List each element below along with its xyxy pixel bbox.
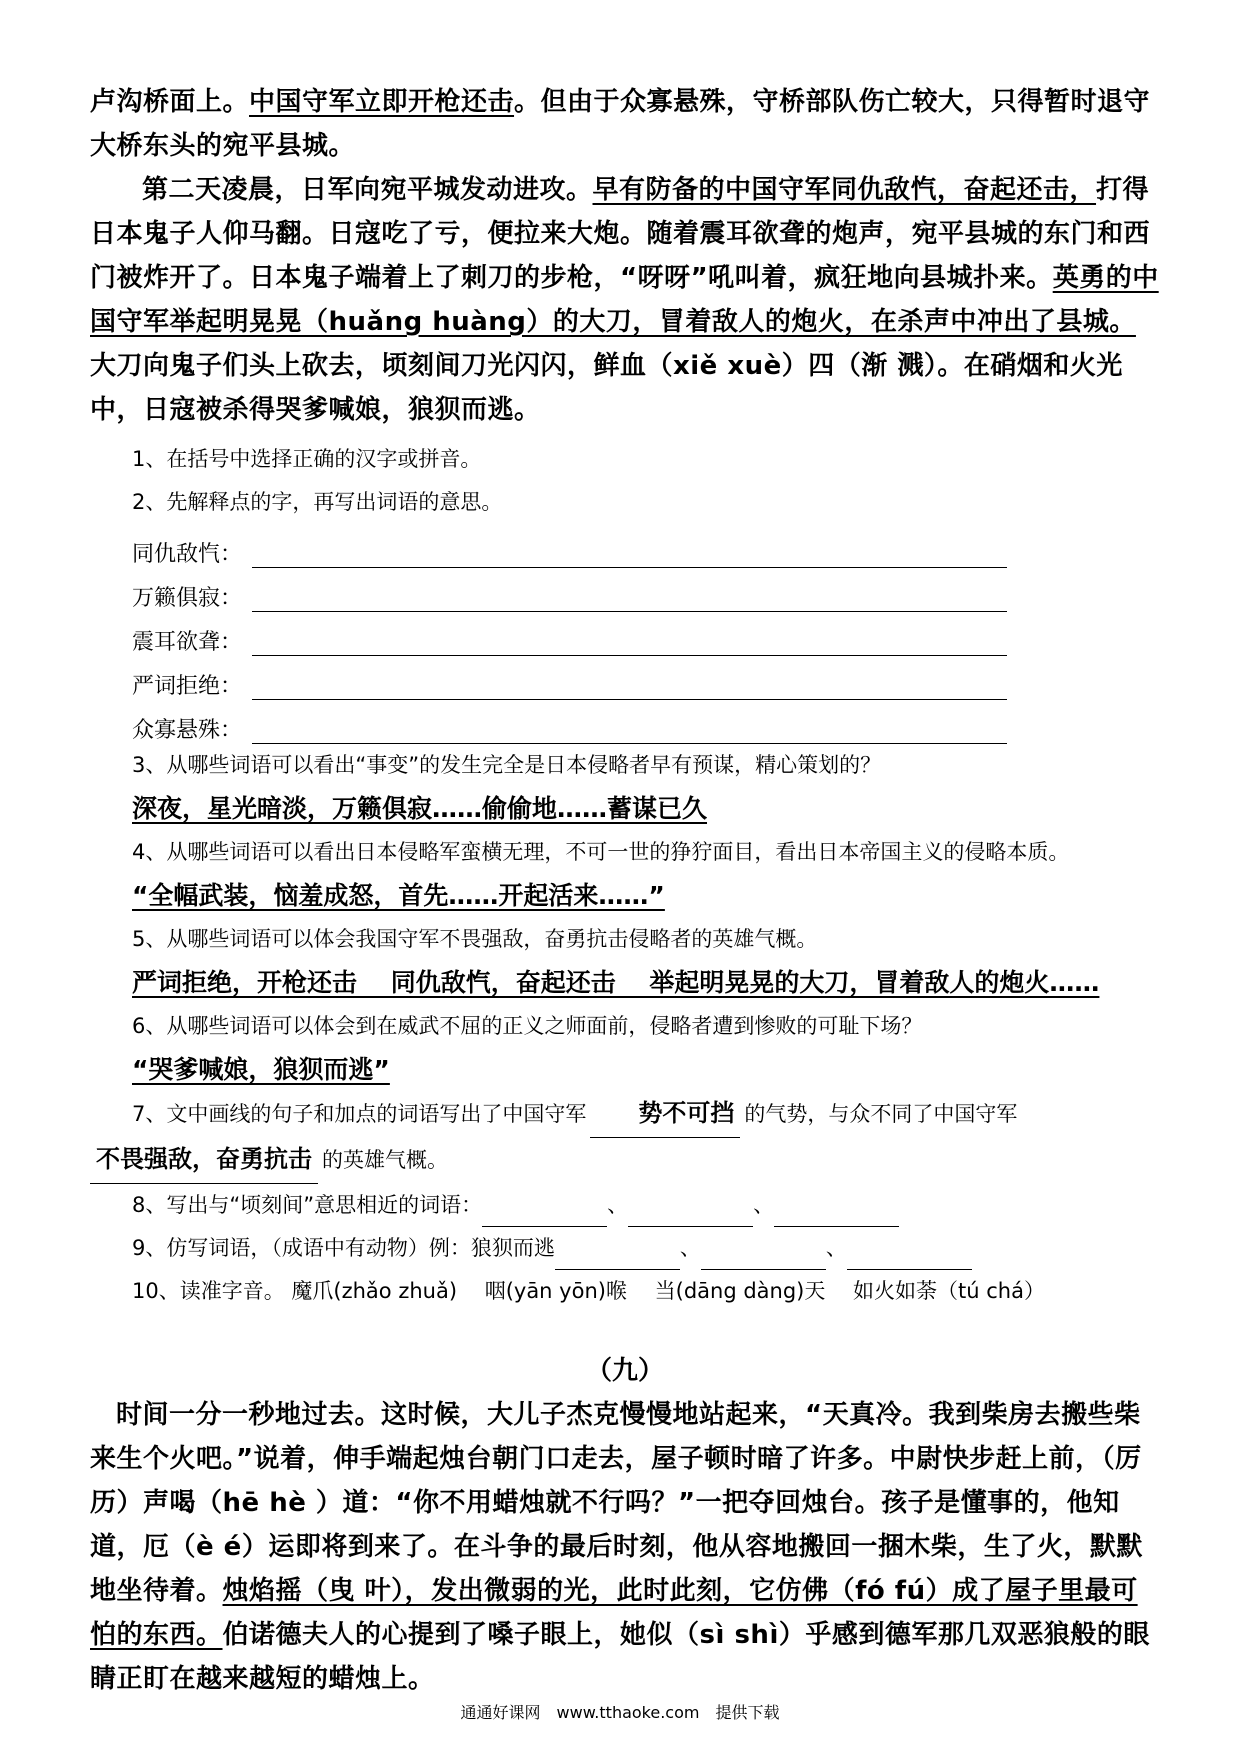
term-label: 万籁俱寂： [132,586,243,611]
answer-blank[interactable] [482,1202,607,1227]
term-label: 同仇敌忾： [132,542,243,567]
question-3: 3、从哪些词语可以看出“事变”的发生完全是日本侵略者早有预谋，精心策划的？ [132,753,882,777]
passage-text: 。但由于众寡悬殊，守桥部队伤亡较大，只得暂时退守大桥东头的宛平县城。 [90,87,1151,161]
separator: 、 [825,1236,847,1260]
passage-paragraph-1 [90,80,1160,168]
answer-text: “全幅武装，恼羞成怒，首先……开起活来……” [132,881,665,910]
question-6: 6、从哪些词语可以体会到在威武不屈的正义之师面前，侵略者遭到惨败的可耻下场？ [132,1014,923,1038]
definition-row [90,700,1160,744]
answer-blank[interactable] [774,1202,899,1227]
answer-text: 深夜，星光暗淡，万籁俱寂……偷偷地……蓄谋已久 [132,794,708,823]
term-label: 严词拒绝： [132,674,243,699]
answer-4 [90,874,1160,918]
answer-blank[interactable] [701,1245,826,1270]
question-10: 10、读准字音。 魔爪(zhǎo zhuǎ) 咽(yān yōn)喉 当(dāng dàng)天 如火如荼（tú chá） [132,1279,1045,1303]
answer-text: 严词拒绝，开枪还击 同仇敌忾，奋起还击 举起明晃晃的大刀，冒着敌人的炮火…… [132,968,1100,997]
question-5: 5、从哪些词语可以体会我国守军不畏强敌，奋勇抗击侵略者的英雄气概。 [132,927,818,951]
definition-row [90,568,1160,612]
answer-5 [90,961,1160,1005]
underlined-sentence: 中国守军立即开枪还击 [249,87,515,117]
question-9 [90,1227,1160,1270]
definition-row [90,612,1160,656]
question-text: 的气势，与众不同了中国守军 [744,1102,1018,1126]
answer-line[interactable] [252,669,1007,700]
answer-blank-filled: 势不可挡 [590,1092,740,1138]
answer-blank-filled: 不畏强敌，奋勇抗击 [90,1138,318,1184]
separator: 、 [607,1193,629,1217]
definition-row [90,656,1160,700]
term-label: 震耳欲聋： [132,630,243,655]
passage-text: 大刀向鬼子们头上砍去，顷刻间刀光闪闪，鲜血（xiě xuè）四（渐 溅）。在硝烟和火光中，日寇被杀得哭爹喊娘，狼狈而逃。 [90,351,1123,425]
answer-line[interactable] [252,581,1007,612]
passage-text: 时间一分一秒地过去。这时候，大儿子杰克慢慢地站起来，“天真冷。我到柴房去搬些柴来生个火吧。”说着，伸手端起烛台朝门口走去，屋子顿时暗了许多。中尉快步赶上前，（厉 历）声喝（hē hè ）道：“你不用蜡烛就不行吗？”一把夺回烛台。孩子是懂事的，他知道，厄（è é）运即将到来了。在斗争的最后时刻，他从容地搬回一捆木柴，生了火，默默地坐待着。 [90,1400,1143,1606]
question-text: 7、文中画线的句子和加点的词语写出了中国守军 [132,1102,587,1126]
passage-text: 第二天凌晨，日军向宛平城发动进攻。 [142,175,593,205]
passage-text: 伯诺德夫人的心提到了嗓子眼上，她似（sì shì）乎感到德军那几双恶狼般的眼睛正盯在越来越短的蜡烛上。 [90,1620,1150,1694]
answer-6 [90,1048,1160,1092]
passage-paragraph-3 [90,1393,1160,1701]
answer-line[interactable] [252,537,1007,568]
answer-blank[interactable] [847,1245,972,1270]
question-text: 9、仿写词语，（成语中有动物）例：狼狈而逃 [132,1236,555,1260]
answer-line[interactable] [252,625,1007,656]
answer-line[interactable] [252,713,1007,744]
passage-paragraph-2 [90,168,1160,432]
question-4: 4、从哪些词语可以看出日本侵略军蛮横无理，不可一世的狰狞面目，看出日本帝国主义的侵略本质。 [132,840,1070,864]
question-7 [90,1092,1160,1184]
question-text: 的英雄气概。 [322,1148,448,1172]
worksheet-page [90,80,1160,1701]
passage-text: 打得日本鬼子人仰马翻。日寇吃了亏，便拉来大炮。随着震耳欲聋的炮声，宛平县城的东门和西门被炸开了。日本鬼子端着上了刺刀的步枪，“呀呀”吼叫着，疯狂地向县城扑来。 [90,175,1151,293]
answer-blank[interactable] [628,1202,753,1227]
underlined-sentence: 英勇的中国守军举起明晃晃（huǎng huàng）的大刀，冒着敌人的炮火，在杀声中冲出了县城。 [90,263,1159,337]
underlined-sentence: 早有防备的中国守军同仇敌忾，奋起还击， [592,175,1097,205]
answer-text: “哭爹喊娘，狼狈而逃” [132,1055,390,1084]
definition-row [90,524,1160,568]
passage-text: 卢沟桥面上。 [90,87,250,117]
term-label: 众寡悬殊： [132,718,243,743]
separator: 、 [679,1236,701,1260]
answer-3 [90,787,1160,831]
question-1: 1、在括号中选择正确的汉字或拼音。 [132,447,482,471]
question-8 [90,1184,1160,1227]
separator: 、 [753,1193,775,1217]
question-text: 8、写出与“顷刻间”意思相近的词语： [132,1193,483,1217]
page-footer: 通通好课网 www.tthaoke.com 提供下载 [460,1703,780,1722]
question-2: 2、先解释点的字，再写出词语的意思。 [132,490,503,514]
section-title: （九） [585,1356,664,1386]
underlined-sentence: 烛焰摇（曳 叶），发出微弱的光，此时此刻，它仿佛（fó fú）成了屋子里最可怕的东西。 [90,1576,1138,1650]
answer-blank[interactable] [555,1245,680,1270]
